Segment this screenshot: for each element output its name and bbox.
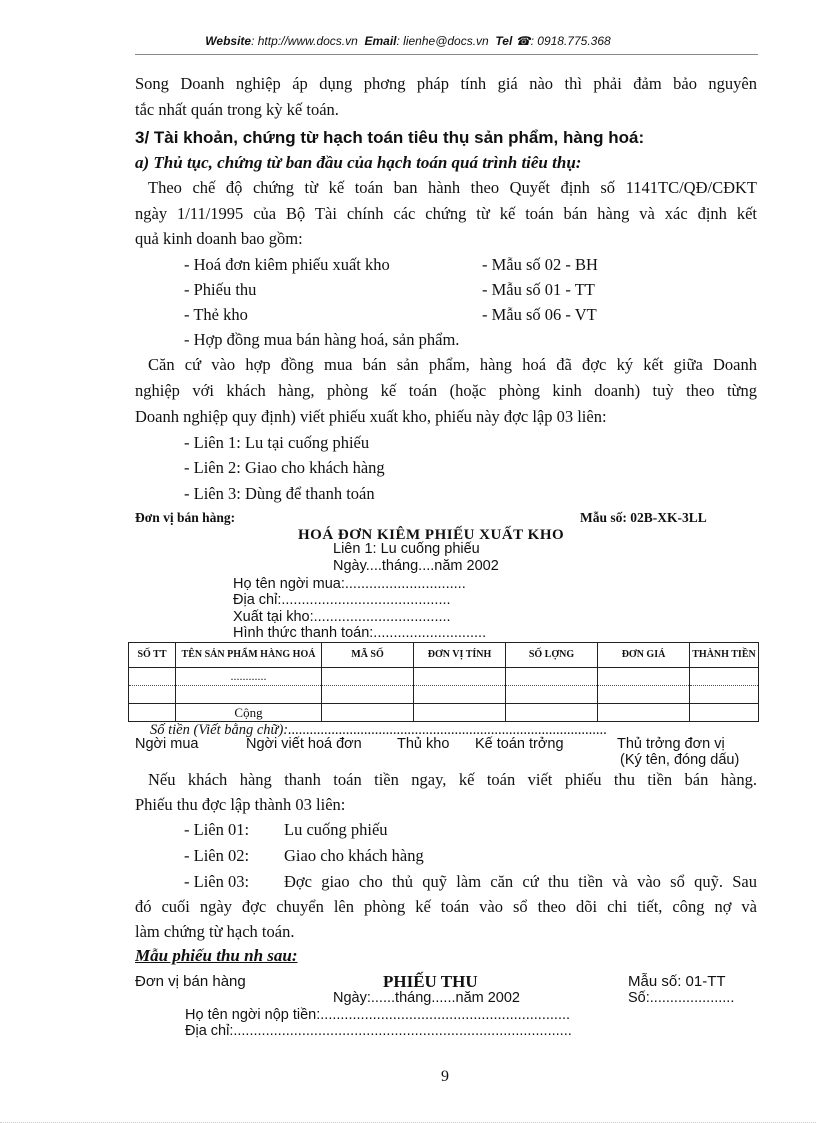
para3-line3: Doanh nghiệp quy định) viết phiếu xuất kho, phiếu này đợc lập 03 liên: — [135, 407, 607, 426]
doc-item-4: - Hợp đồng mua bán hàng hoá, sản phẩm. — [184, 330, 460, 349]
para3-line1: Căn cứ vào hợp đồng mua bán sản phẩm, hàng hoá đã đợc ký kết giữa Doanh — [148, 355, 757, 374]
invoice-warehouse: Xuất tại kho:.................................. — [233, 609, 451, 625]
sign-note: (Ký tên, đóng dấu) — [620, 752, 740, 768]
para3-line2: nghiệp với khách hàng, phòng kế toán (hoặc phòng kinh doanh) tuỳ theo từng — [135, 381, 757, 400]
tel-label: Tel — [495, 34, 513, 48]
receipt-form-no: Mẫu số: 01-TT — [628, 973, 726, 990]
doc-form-2: - Mẫu số 01 - TT — [482, 280, 595, 299]
page-number: 9 — [441, 1068, 449, 1085]
copy1-item-2: - Liên 2: Giao cho khách hàng — [184, 458, 385, 477]
copy2-label-2: - Liên 02: — [184, 846, 250, 865]
copy2-text-3: Đợc giao cho thủ quỹ làm căn cứ thu tiền và vào sổ quỹ. Sau — [284, 872, 757, 891]
signer-buyer: Ngời mua — [135, 736, 199, 752]
receipt-date: Ngày:......tháng......năm 2002 — [333, 990, 520, 1006]
invoice-title: HOÁ ĐƠN KIÊM PHIẾU XUẤT KHO — [298, 527, 565, 543]
col-qty: SỐ LỢNG — [506, 643, 598, 668]
table-total-row — [129, 704, 759, 722]
invoice-date: Ngày....tháng....năm 2002 — [333, 558, 499, 574]
doc-item-1: - Hoá đơn kiêm phiếu xuất kho — [184, 255, 390, 274]
copy2-text-1: Lu cuống phiếu — [284, 820, 388, 839]
invoice-copy: Liên 1: Lu cuống phiếu — [333, 541, 480, 557]
copy2-label-3: - Liên 03: — [184, 872, 250, 891]
col-code: MÃ SỐ — [322, 643, 414, 668]
invoice-buyer: Họ tên ngời mua:.............................. — [233, 576, 466, 592]
signer-writer: Ngời viết hoá đơn — [246, 736, 362, 752]
signer-storekeeper: Thủ kho — [397, 736, 450, 752]
doc-item-2: - Phiếu thu — [184, 280, 257, 299]
receipt-title: PHIẾU THU — [383, 972, 478, 991]
para5-line2: làm chứng từ hạch toán. — [135, 922, 295, 941]
signer-director: Thủ trởng đơn vị — [617, 736, 725, 752]
receipt-payer: Họ tên ngời nộp tiền:.............................................................. — [185, 1007, 571, 1023]
doc-form-1: - Mẫu số 02 - BH — [482, 255, 598, 274]
copy1-item-3: - Liên 3: Dùng để thanh toán — [184, 484, 375, 503]
receipt-unit-label: Đơn vị bán hàng — [135, 973, 246, 990]
invoice-payment: Hình thức thanh toán:............................ — [233, 625, 487, 641]
para2-line1: Theo chế độ chứng từ kế toán ban hành theo Quyết định số 1141TC/QĐ/CĐKT — [148, 178, 757, 197]
email-value: : lienhe@docs.vn — [396, 34, 489, 48]
dots-cell: ............ — [176, 668, 322, 686]
signer-chief-accountant: Kế toán trởng — [475, 736, 564, 752]
receipt-heading: Mẫu phiếu thu nh sau: — [135, 946, 298, 965]
copy2-text-2: Giao cho khách hàng — [284, 846, 424, 865]
tel-value: : 0918.775.368 — [530, 34, 611, 48]
para1-line1: Song Doanh nghiệp áp dụng phơng pháp tính giá nào thì phải đảm bảo nguyên — [135, 74, 757, 93]
copy2-label-1: - Liên 01: — [184, 820, 250, 839]
col-product: TÊN SẢN PHẨM HÀNG HOÁ — [176, 643, 322, 668]
invoice-table-header — [129, 643, 759, 668]
website-value: : http://www.docs.vn — [251, 34, 358, 48]
header-divider — [135, 54, 758, 55]
para2-line2: ngày 1/11/1995 của Bộ Tài chính các chứng từ kế toán bán hàng và xác định kết — [135, 204, 757, 223]
invoice-unit-label: Đơn vị bán hàng: — [135, 510, 236, 525]
invoice-amount-words: Số tiền (Viết bằng chữ):........................................................................................ — [150, 722, 608, 738]
doc-item-3: - Thẻ kho — [184, 305, 248, 324]
copy1-item-1: - Liên 1: Lu tại cuống phiếu — [184, 433, 370, 452]
para5-line1: đó cuối ngày đợc chuyển lên phòng kế toán vào sổ theo dõi chi tiết, công nợ và — [135, 897, 757, 916]
para2-line3: quả kinh doanh bao gồm: — [135, 229, 303, 248]
receipt-address: Địa chỉ:.................................................................................... — [185, 1023, 572, 1039]
col-amount: THÀNH TIỀN — [690, 643, 759, 668]
invoice-form-no: Mẫu số: 02B-XK-3LL — [580, 510, 707, 525]
invoice-table — [128, 642, 759, 722]
phone-icon: ☎ — [515, 34, 531, 48]
page-header — [0, 34, 816, 48]
total-label: Cộng — [176, 704, 322, 722]
para4-line2: Phiếu thu đợc lập thành 03 liên: — [135, 795, 346, 814]
col-unit: ĐƠN VỊ TÍNH — [414, 643, 506, 668]
doc-form-3: - Mẫu số 06 - VT — [482, 305, 597, 324]
section3-title: 3/ Tài khoản, chứng từ hạch toán tiêu thụ sản phẩm, hàng hoá: — [135, 128, 645, 147]
section-a-title: a) Thủ tục, chứng từ ban đầu của hạch toán quá trình tiêu thụ: — [135, 153, 582, 172]
table-row — [129, 668, 759, 686]
col-price: ĐƠN GIÁ — [598, 643, 690, 668]
receipt-number: Số:..................... — [628, 990, 735, 1006]
email-label: Email — [364, 34, 397, 48]
para1-line2: tắc nhất quán trong kỳ kế toán. — [135, 100, 339, 119]
website-label: Website — [205, 34, 252, 48]
para4-line1: Nếu khách hàng thanh toán tiền ngay, kế toán viết phiếu thu tiền bán hàng. — [148, 770, 757, 789]
col-stt: SỐ TT — [129, 643, 176, 668]
invoice-address: Địa chỉ:.......................................... — [233, 592, 451, 608]
table-row — [129, 686, 759, 704]
